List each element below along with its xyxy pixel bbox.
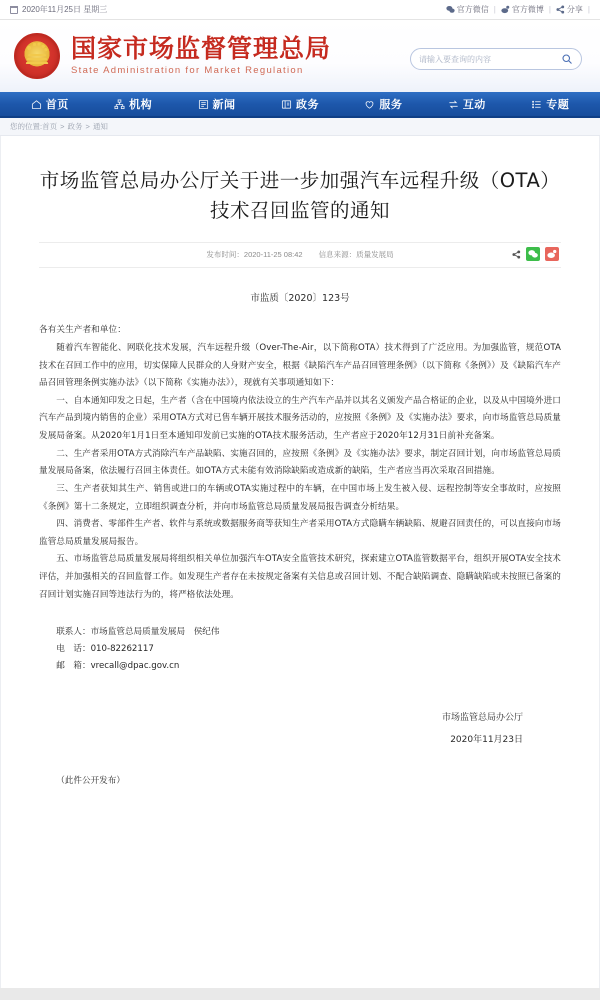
share-icon[interactable] xyxy=(512,250,521,259)
heart-icon xyxy=(364,99,375,110)
nav-item-org[interactable] xyxy=(114,96,152,112)
search-box[interactable] xyxy=(410,48,582,70)
signature-org: 市场监管总局办公厅 xyxy=(441,713,523,724)
document-number: 市监质〔2020〕123号 xyxy=(250,293,350,305)
paragraph-item-3: 三、生产者获知其生产、销售或进口的车辆或OTA实施过程中的车辆，在中国市场上发生被入侵、远程控制等安全事故时，应按照《条例》第十二条规定，立即组织调查分析，并向市场监管总局质量发展局报告调查分析结果。 xyxy=(39,483,561,512)
news-icon xyxy=(198,99,209,110)
site-title-block xyxy=(71,33,332,77)
topbar-link-label: 官方微信 xyxy=(456,5,489,14)
nav-item-label: 机构 xyxy=(129,98,153,111)
publish-time: 发布时间：2020-11-25 08:42 xyxy=(206,250,303,260)
topbar-link-share[interactable] xyxy=(556,4,583,15)
signature-date: 2020年11月23日 xyxy=(450,735,523,746)
topbar-separator: | xyxy=(587,5,590,14)
paragraph-item-1: 一、自本通知印发之日起，生产者（含在中国境内依法设立的生产汽车产品并以其名义颁发产品合格证的企业，以及从中国境外进口汽车产品到境内销售的企业）采用OTA方式对已售车辆开展技术服务活动的，应按照《条例》及《实施办法》要求，向市场监管总局质量发展局备案。从2020年1月1日至本通知印发前已实施的OTA技术服务活动，生产者应于2020年12月31日前补充备案。 xyxy=(39,395,561,442)
search-icon[interactable] xyxy=(561,53,573,65)
nav-item-label: 互动 xyxy=(462,98,486,111)
nav-item-label: 政务 xyxy=(295,98,319,111)
contact-phone: 电 话：010-82262117 xyxy=(56,643,154,654)
contact-person: 联系人：市场监管总局质量发展局 侯纪伟 xyxy=(56,627,220,638)
home-icon xyxy=(31,99,42,110)
nav-item-label: 新闻 xyxy=(212,98,236,111)
page-title: 市场监管总局办公厅关于进一步加强汽车远程升级（OTA）技术召回监管的通知 xyxy=(39,169,561,223)
nav-item-label: 服务 xyxy=(379,98,403,111)
org-icon xyxy=(114,99,125,110)
main-navigation xyxy=(0,92,600,118)
nav-item-service[interactable] xyxy=(364,96,402,112)
search-input[interactable] xyxy=(419,55,561,64)
publication-note: （此件公开发布） xyxy=(56,775,125,786)
national-emblem-icon xyxy=(14,33,60,79)
weibo-icon[interactable] xyxy=(545,247,559,261)
paragraph-intro: 随着汽车智能化、网联化技术发展，汽车远程升级（Over-The-Air，以下简称OTA）技术得到了广泛应用。为加强监管，规范OTA技术在召回工作中的应用，切实保障人民群众的人身财产安全，根据《缺陷汽车产品召回管理条例》（以下简称《条例》）及《缺陷汽车产品召回管理条例实施办法》（以下简称《实施办法》），现就有关事项通知如下： xyxy=(39,343,561,389)
contact-block xyxy=(39,624,561,674)
article-meta xyxy=(39,242,561,268)
share-icon xyxy=(556,5,565,14)
topbar-date-group xyxy=(10,4,107,15)
nav-item-topic[interactable] xyxy=(531,96,569,112)
calendar-icon xyxy=(10,6,18,14)
breadcrumb-separator: > xyxy=(85,122,90,131)
wechat-icon[interactable] xyxy=(526,247,540,261)
breadcrumb-item-gov[interactable]: 政务 xyxy=(67,122,83,131)
nav-item-gov[interactable] xyxy=(281,96,319,112)
wechat-icon xyxy=(446,5,455,14)
weibo-icon xyxy=(501,5,510,14)
top-utility-bar xyxy=(0,0,600,20)
topbar-link-weibo[interactable] xyxy=(501,4,544,15)
salutation: 各有关生产者和单位： xyxy=(39,325,126,336)
paragraph-item-4: 四、消费者、零部件生产者、软件与系统或数据服务商等获知生产者采用OTA方式隐瞒车辆缺陷、规避召回责任的，可以直接向市场监管总局质量发展局报告。 xyxy=(39,519,561,547)
exchange-icon xyxy=(448,99,459,110)
site-title-cn: 国家市场监督管理总局 xyxy=(71,33,332,63)
breadcrumb-prefix: 您的位置: xyxy=(10,122,43,131)
breadcrumb-item-notice[interactable]: 通知 xyxy=(92,122,108,131)
topbar-separator: | xyxy=(493,5,496,14)
nav-item-label: 专题 xyxy=(546,98,570,111)
page-bottom-spacer xyxy=(0,988,600,1000)
breadcrumb-separator: > xyxy=(60,122,65,131)
article-meta-text xyxy=(206,249,393,260)
article-share-group xyxy=(512,247,559,261)
topbar-link-label: 官方微博 xyxy=(511,5,544,14)
topbar-links xyxy=(446,4,590,15)
topbar-link-label: 分享 xyxy=(566,5,583,14)
nav-item-home[interactable] xyxy=(31,96,69,112)
site-title-en: State Administration for Market Regulation xyxy=(71,65,304,77)
current-date: 2020年11月25日 星期三 xyxy=(22,5,108,14)
topbar-separator: | xyxy=(548,5,551,14)
topbar-link-wechat[interactable] xyxy=(446,4,489,15)
paragraph-item-5: 五、市场监管总局质量发展局将组织相关单位加强汽车OTA安全监管技术研究，探索建立OTA监管数据平台，组织开展OTA安全技术评估，并加强相关的召回监督工作。如发现生产者存在未按规定备案有关信息或召回计划、不配合缺陷调查、隐瞒缺陷或未按照已备案的召回计划实施召回等违法行为的，将严格依法处理。 xyxy=(39,554,561,600)
info-source: 信息来源：质量发展局 xyxy=(318,250,394,260)
breadcrumb-item-home[interactable]: 首页 xyxy=(42,122,58,131)
gov-icon xyxy=(281,99,292,110)
article-container xyxy=(0,136,600,988)
nav-item-label: 首页 xyxy=(45,98,69,111)
signature-block xyxy=(39,708,561,751)
paragraph-item-2: 二、生产者采用OTA方式消除汽车产品缺陷、实施召回的，应按照《条例》及《实施办法》要求，制定召回计划，向市场监管总局质量发展局备案，依法履行召回主体责任。如OTA方式未能有效消除缺陷或造成新的缺陷，生产者应当再次采取召回措施。 xyxy=(39,448,561,477)
list-icon xyxy=(531,99,542,110)
nav-item-news[interactable] xyxy=(198,96,236,112)
breadcrumb xyxy=(0,118,600,136)
nav-item-interaction[interactable] xyxy=(448,96,486,112)
article-body xyxy=(39,322,561,604)
site-header xyxy=(0,20,600,92)
contact-email: 邮 箱：vrecall@dpac.gov.cn xyxy=(56,660,180,671)
